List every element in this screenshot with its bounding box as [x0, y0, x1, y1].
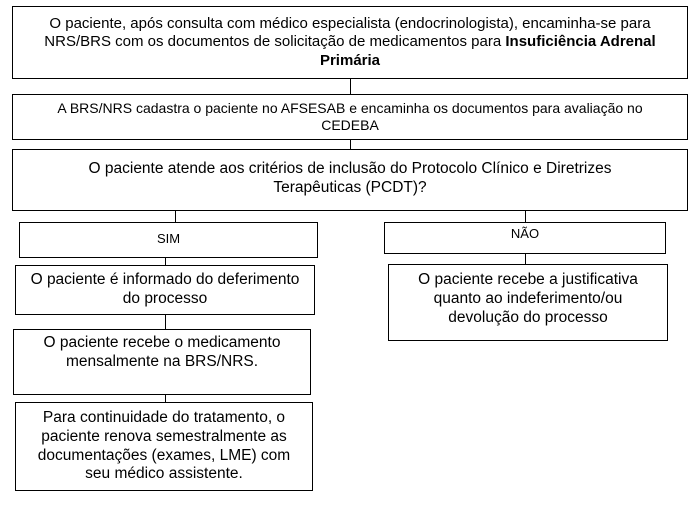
- flow-branch-no-label: [384, 222, 666, 254]
- connector-yes-step1: [165, 258, 166, 265]
- connector-step2-decision: [350, 140, 351, 149]
- connector-no-step1: [525, 254, 526, 264]
- flow-step-approval-notice: [15, 265, 315, 315]
- connector-yes-step1-step2: [165, 315, 166, 329]
- flow-decision-text: O paciente atende aos critérios de inclusão do Protocolo Clínico e Diretrizes Terapêuticas (PCDT)?: [88, 160, 612, 196]
- connector-decision-yes: [175, 211, 176, 222]
- flow-step-referral: [12, 6, 688, 79]
- flow-step-registration: [12, 94, 688, 140]
- flow-step-referral-text: O paciente, após consulta com médico especialista (endocrinologista), encaminha-se para NRS/BRS com os documentos de solicitação de medicamentos para: [44, 15, 651, 51]
- flow-decision-criteria: [12, 149, 688, 211]
- flow-step-rejection-notice: [388, 264, 668, 341]
- flow-step-approval-text: O paciente é informado do deferimento do processo: [30, 271, 300, 307]
- connector-step1-step2: [350, 79, 351, 94]
- branch-no-text: NÃO: [510, 226, 540, 241]
- flow-step-rejection-text: O paciente recebe a justificativa quanto ao indeferimento/ou devolução do processo: [418, 271, 638, 326]
- flow-step-monthly-medication: [13, 329, 311, 395]
- flow-step-referral-condition: Insuficiência Adrenal Primária: [319, 33, 656, 69]
- connector-yes-step2-step3: [165, 395, 166, 402]
- flow-step-semiannual-renewal: [15, 402, 313, 491]
- flow-step-registration-text: A BRS/NRS cadastra o paciente no AFSESAB e encaminha os documentos para avaliação no CEDEBA: [57, 99, 643, 133]
- flow-step-renewal-text: Para continuidade do tratamento, o paciente renova semestralmente as documentações (exames, LME) com seu médico assistente.: [37, 408, 291, 483]
- flow-branch-yes-label: [19, 222, 318, 258]
- branch-yes-text: SIM: [156, 231, 181, 246]
- connector-decision-no: [525, 211, 526, 222]
- flow-step-monthly-text: O paciente recebe o medicamento mensalmente na BRS/NRS.: [43, 334, 281, 370]
